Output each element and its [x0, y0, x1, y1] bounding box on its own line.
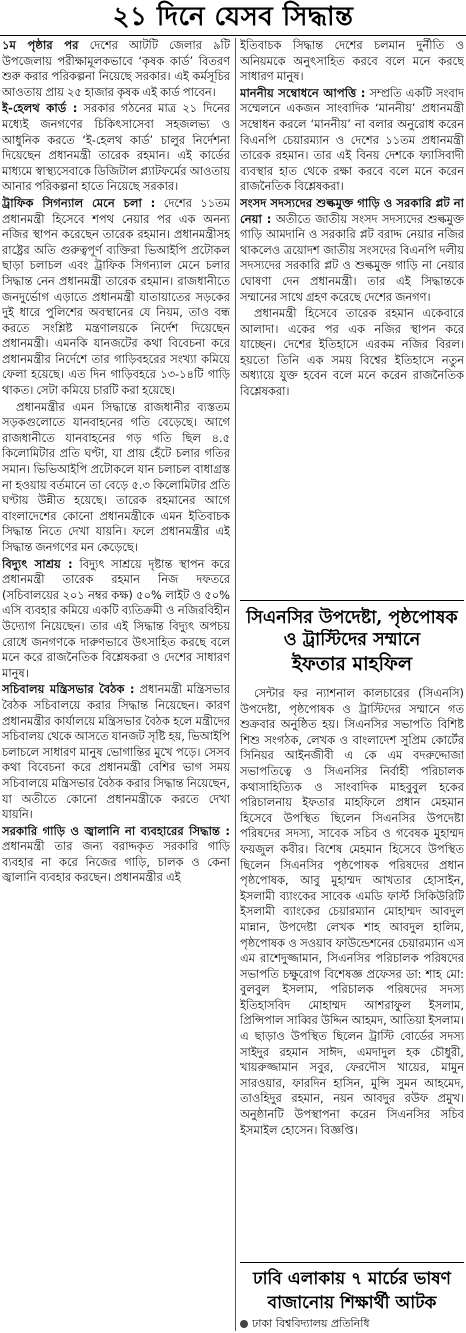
paragraph-r1 [240, 38, 464, 85]
paragraph-p7 [2, 824, 230, 886]
dhabi-byline [240, 1317, 464, 1331]
iftar-story-body [240, 686, 464, 1258]
column-divider [235, 38, 236, 1331]
dhabi-byline-text: ঢাকা বিশ্ববিদ্যালয় প্রতিনিধি [252, 1317, 370, 1330]
paragraph-r2 [240, 86, 464, 195]
paragraph-p1 [2, 38, 230, 100]
paragraph-text: সেন্টার ফর ন্যাশনাল কালচারের (সিএনসি) উপদেষ্টা, পৃষ্ঠপোষক ও ট্রাস্টিদের সম্মানে গত শুক্রবার অনুষ্ঠিত হয়। সিএনসির সভাপতি বিশিষ্ট শিশু সংগঠক, লেখক ও বাংলাদেশ সুপ্রিম কোর্টের সিনিয়র আইনজীবী এ কে এম বদরুদ্দোজা সভাপতিত্বে ও সিএনসির নির্বাহী পরিচালক কথাসাহিত্যিক ও সাংবাদিক মাহবুবুল হকের পরিচালনায় ইফতার মাহফিলে প্রধান মেহমান হিসেবে উপস্থিত ছিলেন সিএনসির উপদেষ্টা পরিষদের সদস্য, সাবেক সচিব ও গবেষক মুহাম্মদ ফয়জুল কবীর। বিশেষ মেহমান হিসেবে উপস্থিত ছিলেন সিএনসির পৃষ্ঠপোষক পরিষদের প্রধান পৃষ্ঠপোষক, আবু মুহাম্মদ আখতার হোসাইন, ইসলামী ব্যাংকের সাবেক এমডি ফার্স্ট সিকিউরিটি ইসলামী ব্যাংকের চেয়ারম্যান মোহাম্মদ আবদুল মান্নান, উপদেষ্টা লেখক শাহ আবদুল হালিম, পৃষ্ঠপোষক ও সওয়াব ফাউন্ডেশনের চেয়ারম্যান এস এম রাশেদুজ্জামান, সিএনসির পরিচালক পরিষদের সভাপতি চক্ষুরোগ বিশেষজ্ঞ প্রফেসর ডা: শাহ মো: বুলবুল ইসলাম, পরিচালক পরিষদের সদস্য ইতিহাসবিদ মোহাম্মদ আশরাফুল ইসলাম, প্রিন্সিপাল সাব্বির উদ্দিন আহমদ, আতিয়া ইসলাম। এ ছাড়াও উপস্থিত ছিলেন ট্রাস্টি বোর্ডের সদস্য সাইদুর রহমান সাঈদ, এমদাদুল হক চৌধুরী, খায়রুজ্জামান সবুর, ফেরদৌস খায়ের, মামুন সারওয়ার, ফারদিন হাসিন, মুন্সি সুমন আহমেদ, তাওহিদুর রহমান, নয়ন আবদুর রউফ প্রমুখ। অনুষ্ঠানটি উপস্থাপনা করেন সিএনসির সচিব ইসমাইল হোসেন। বিজ্ঞপ্তি। [240, 686, 464, 1137]
paragraph-text: দেশের আটটি জেলার ৯টি উপজেলায় পরীক্ষামূলকভাবে ‘কৃষক কার্ড’ বিতরণ শুরু করার পরিকল্পনা নিয়েছে সরকার। এই কর্মসূচির আওতায় প্রায় ২৫ হাজার কৃষক এই কার্ড পাবেন। [2, 38, 230, 99]
iftar-headline-line3: ইফতার মাহফিল [291, 653, 413, 675]
subheading: মাননীয় সম্বোধনে আপত্তি : [240, 85, 366, 100]
paragraph-p4 [2, 400, 230, 556]
subheading: ট্রাফিক সিগন্যাল মেনে চলা : [2, 195, 156, 210]
dhabi-story-box [240, 1262, 464, 1332]
paragraph-r3 [240, 196, 464, 305]
bullet-icon [240, 1320, 248, 1328]
paragraph-text: প্রধানমন্ত্রী হিসেবে তারেক রহমান একেবারে আলাদা। একের পর এক নজির স্থাপন করে যাচ্ছেন। দেশের ইতিহাসে এরকম নজির বিরল। হয়তো তিনি এক সময় বিশ্বের ইতিহাসে নতুন অধ্যায়ে যুক্ত হবেন বলে মনে করেন রাজনৈতিক বিশ্লেষকরা। [240, 306, 464, 399]
iftar-headline-line1: সিএনসির উপদেষ্টা, পৃষ্ঠপোষক [246, 608, 458, 628]
right-column-top [240, 38, 464, 598]
left-column [2, 38, 230, 1331]
paragraph-text: প্রধানমন্ত্রী তার জন্য বরাদ্দকৃত সরকারি গাড়ি ব্যবহার না করে নিজের গাড়ি, চালক ও কেনা জ্বালানি ব্যবহার করছেন। প্রধানমন্ত্রীর এই [2, 839, 230, 885]
paragraph-p3 [2, 196, 230, 399]
paragraph-text: সম্প্রতি একটি সংবাদ সম্মেলনে একজন সাংবাদিক ‘মাননীয়’ প্রধানমন্ত্রী সম্বোধন করলে ‘মাননীয়’ না বলার অনুরোধ করেন বিএনপি চেয়ারম্যান ও দেশের ১১তম প্রধানমন্ত্রী তারেক রহমান। তার এই বিনয় দেশকে ফ্যাসিবাদী ব্যবস্থার হাত থেকে রক্ষা করবে বলে মনে করেন রাজনৈতিক বিশ্লেষকরা। [240, 85, 464, 194]
paragraph-r4 [240, 306, 464, 400]
subheading: সরকারি গাড়ি ও জ্বালানি না ব্যবহারের সিদ্ধান্ত : [2, 823, 230, 838]
subheading: ১ম পৃষ্ঠার পর [2, 38, 79, 52]
dhabi-headline-line1: ঢাবি এলাকায় ৭ মার্চের ভাষণ [253, 1269, 451, 1289]
paragraph-i1 [240, 686, 464, 1138]
paragraph-text: বিদ্যুৎ সাশ্রয়ে দৃষ্টান্ত স্থাপন করে প্রধানমন্ত্রী তারেক রহমান নিজ দফতরে (সচিবালয়ের ২০১ নম্বর কক্ষ) ৫০% লাইট ও ৫০% এসি ব্যবহার কমিয়ে একটি ব্যতিক্রমী ও নজিরবিহীন উদ্যোগ নিয়েছেন। তার এই সিদ্ধান্ত বিদ্যুৎ অপচয় রোধে জনগণকে দারুণভাবে উৎসাহিত করছে বলে মনে করে রাজনৈতিক বিশ্লেষকরা ও দেশের সাধারণ মানুষ। [2, 556, 230, 680]
paragraph-p2 [2, 101, 230, 195]
paragraph-text: অতীতে জাতীয় সংসদ সদস্যদের শুল্কমুক্ত গাড়ি আমদানি ও সরকারি প্লট বরাদ্দ নেয়ার নজির থাকলেও ত্রয়োদশ জাতীয় সংসদের বিএনপি দলীয় সদস্যদের সরকারি প্লট ও শুল্কমুক্ত গাড়ি না নেয়ার ঘোষণা দেন প্রধানমন্ত্রী। তার এই সিদ্ধান্তকে সম্মানের সাথে গ্রহণ করেছে দেশের জনগণ। [240, 211, 464, 304]
dhabi-headline-line2: বাজানোয় শিক্ষার্থী আটক [267, 1293, 437, 1313]
paragraph-text: দেশের ১১তম প্রধানমন্ত্রী হিসেবে শপথ নেয়ার পর এক অনন্য নজির স্থাপন করেছেন তারেক রহমান। প্রধানমন্ত্রীসহ রাষ্ট্রের অতি গুরুত্বপূর্ণ ব্যক্তিরা ভিআইপি প্রটোকল ছাড়া চলাচল এবং ট্রাফিক সিগন্যাল মেনে চলার সিদ্ধান্ত নেন প্রধানমন্ত্রী তারেক রহমান। রাজধানীতে জনদুর্ভোগ এড়াতে প্রধানমন্ত্রী যাতায়াতের সড়কের দুই ধারে পুলিশের অবস্থানের যে নিয়ম, তাও বন্ধ করতে সংশ্লিষ্ট মন্ত্রণালয়কে নির্দেশ দিয়েছেন প্রধানমন্ত্রী। এমনকি যানজটের কথা বিবেচনা করে প্রধানমন্ত্রীর নির্দেশে তার গাড়িবহরের সংখ্যা কমিয়ে ফেলা হয়েছে। এত দিন গাড়িবহরে ১৩-১৪টি গাড়ি থাকত। সেটা কমিয়ে চারটি করা হয়েছে। [2, 195, 230, 398]
headline-rule [0, 35, 466, 36]
subheading: বিদ্যুৎ সাশ্রয় : [2, 556, 73, 571]
paragraph-p5 [2, 557, 230, 682]
paragraph-text: সরকার গঠনের মাত্র ২১ দিনের মধ্যেই জনগণের চিকিৎসাসেবা সহজলভ্য ও আধুনিক করতে ‘ই-হেলথ কার্ড’ চালুর নির্দেশনা দিয়েছেন প্রধানমন্ত্রী তারেক রহমান। এই কার্ডের মাধ্যমে স্বাস্থ্যসেবাকে ডিজিটাল প্ল্যাটফর্মের আওতায় আনার পরিকল্পনা হাতে নিয়েছে সরকার। [2, 101, 230, 194]
subheading: সচিবালয় মন্ত্রিসভার বৈঠক : [2, 682, 135, 697]
iftar-headline-line2: ও ট্রাস্টিদের সম্মানে [283, 630, 421, 650]
paragraph-p6 [2, 682, 230, 822]
paragraph-text: প্রধানমন্ত্রীর এমন সিদ্ধান্তে রাজধানীর ব্যস্ততম সড়কগুলোতে যানবাহনের গতি বেড়েছে। আগে রাজধানীতে যানবাহনের গড় গতি ছিল ৪.৫ কিলোমিটার প্রতি ঘণ্টা, যা প্রায় হেঁটে চলার গতির সমান। ভিভিআইপি প্রটোকলে যান চলাচল বাধাগ্রস্ত না হওয়ায় বর্তমানে তা বেড়ে ৫.৩ কিলোমিটার প্রতি ঘণ্টায় উন্নীত হয়েছে। তারেক রহমানের আগে বাংলাদেশের কোনো প্রধানমন্ত্রীকে এমন ইতিবাচক সিদ্ধান্ত নিতে দেখা যায়নি। ফলে প্রধানমন্ত্রীর এই সিদ্ধান্ত জনগণের মন কেড়েছে। [2, 399, 230, 554]
iftar-headline-box [240, 600, 464, 684]
subheading: সংসদ সদস্যদের শুল্কমুক্ত গাড়ি ও সরকারি প্লট না নেয়া : [240, 195, 464, 226]
paragraph-text: ইতিবাচক সিদ্ধান্ত দেশের চলমান দুর্নীতি ও অনিয়মকে অনুৎসাহিত করবে বলে মনে করছে সাধারণ মানুষ। [240, 38, 464, 84]
paragraph-text: প্রধানমন্ত্রী মন্ত্রিসভার বৈঠক সচিবালয়ে করার সিদ্ধান্ত নিয়েছেন। কারণ প্রধানমন্ত্রীর কার্যালয়ে মন্ত্রিসভার বৈঠক হলে মন্ত্রীদের সচিবালয় থেকে আসতে যানজট সৃষ্টি হয়, ভিআইপি চলাচলে সাধারণ মানুষ ভোগান্তির মুখে পড়ে। সেসব কথা বিবেচনা করে প্রধানমন্ত্রী বেশির ভাগ সময় সচিবালয়ে মন্ত্রিসভার বৈঠক করার সিদ্ধান্ত নিয়েছেন, যা অতীতে কোনো প্রধানমন্ত্রীকে করতে দেখা যায়নি। [2, 682, 230, 822]
subheading: ই-হেলথ কার্ড : [2, 101, 78, 116]
headline: ২১ দিনে যেসব সিদ্ধান্ত [112, 2, 354, 32]
